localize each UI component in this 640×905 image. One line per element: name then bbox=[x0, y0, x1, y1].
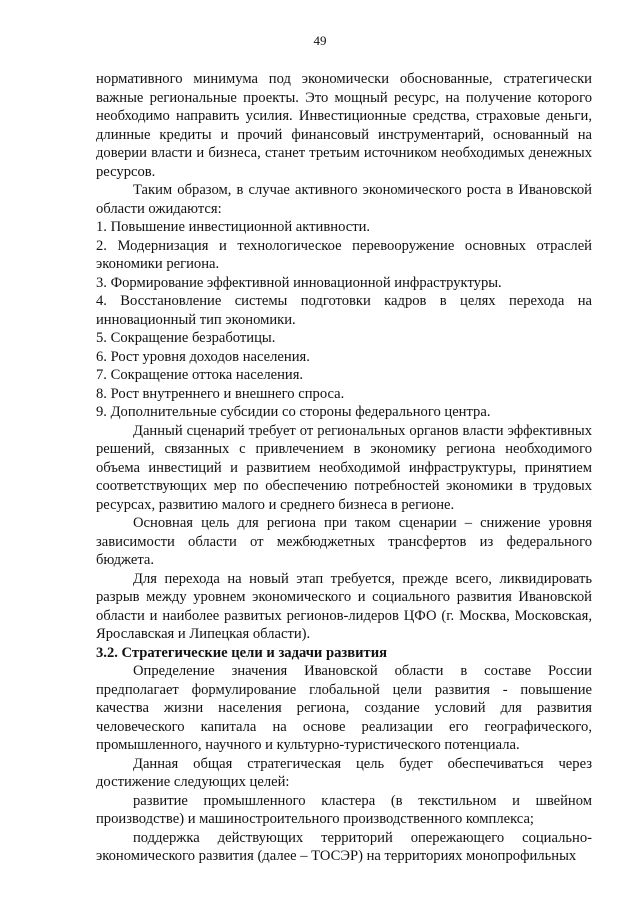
paragraph-resources: нормативного минимума под экономически обоснованные, стратегически важные региональные проекты. Это мощный ресурс, на получение которого необходимо направить усилия. Инвестиционные средства, страховые деньги, длинные кредиты и прочий финансовый инструментарий, основанный на доверии власти и бизнеса, станет третьим источником необходимых денежных ресурсов. bbox=[96, 71, 592, 180]
document-body bbox=[96, 70, 592, 866]
list-item: 5. Сокращение безработицы. bbox=[96, 330, 276, 346]
paragraph-next-stage: Для перехода на новый этап требуется, прежде всего, ликвидировать разрыв между уровнем экономического и социального развития Ивановской области и наиболее развитых регионов-лидеров ЦФО (г. Москва, Московская, Ярославская и Липецкая области). bbox=[96, 570, 592, 642]
paragraph-main-goal: Основная цель для региона при таком сценарии – снижение уровня зависимости области от межбюджетных трансфертов из федерального бюджета. bbox=[96, 515, 592, 568]
list-item: 1. Повышение инвестиционной активности. bbox=[96, 219, 371, 235]
list-item: 3. Формирование эффективной инновационной инфраструктуры. bbox=[96, 274, 502, 291]
list-item: 2. Модернизация и технологическое перевооружение основных отраслей экономики региона. bbox=[96, 237, 592, 272]
list-item: 9. Дополнительные субсидии со стороны федерального центра. bbox=[96, 404, 491, 420]
page-number: 49 bbox=[313, 33, 327, 48]
paragraph-scenario: Данный сценарий требует от региональных органов власти эффективных решений, связанных с привлечением в экономику региона необходимого объема инвестиций и развитием необходимой инфраструктуры, принятием соответствующих мер по обеспечению потребностей экономики в трудовых ресурсах, развитию малого и среднего бизнеса в регионе. bbox=[96, 422, 592, 513]
paragraph-goals-intro: Данная общая стратегическая цель будет обеспечиваться через достижение следующих целей: bbox=[96, 755, 592, 790]
section-heading: 3.2. Стратегические цели и задачи развития bbox=[96, 644, 388, 661]
paragraph-expectations-intro: Таким образом, в случае активного экономического роста в Ивановской области ожидаются: bbox=[96, 182, 592, 217]
paragraph-global-goal: Определение значения Ивановской области в составе России предполагает формулирование глобальной цели развития - повышение качества жизни населения региона, создание условий для развития человеческого капитала на основе реализации его географического, промышленного, научного и культурно-туристического потенциала. bbox=[96, 663, 592, 753]
list-item: 6. Рост уровня доходов населения. bbox=[96, 348, 310, 365]
list-item: 7. Сокращение оттока населения. bbox=[96, 367, 304, 383]
expectations-list bbox=[96, 218, 592, 422]
list-item: 8. Рост внутреннего и внешнего спроса. bbox=[96, 385, 345, 402]
paragraph-tosef-support: поддержка действующих территорий опережающего социально-экономического развития (далее – ТОСЭР) на территориях монопрофильных bbox=[96, 829, 592, 864]
paragraph-industrial-cluster: развитие промышленного кластера (в текстильном и швейном производстве) и машиностроительного производственного комплекса; bbox=[96, 792, 592, 827]
list-item: 4. Восстановление системы подготовки кадров в целях перехода на инновационный тип экономики. bbox=[96, 293, 592, 328]
